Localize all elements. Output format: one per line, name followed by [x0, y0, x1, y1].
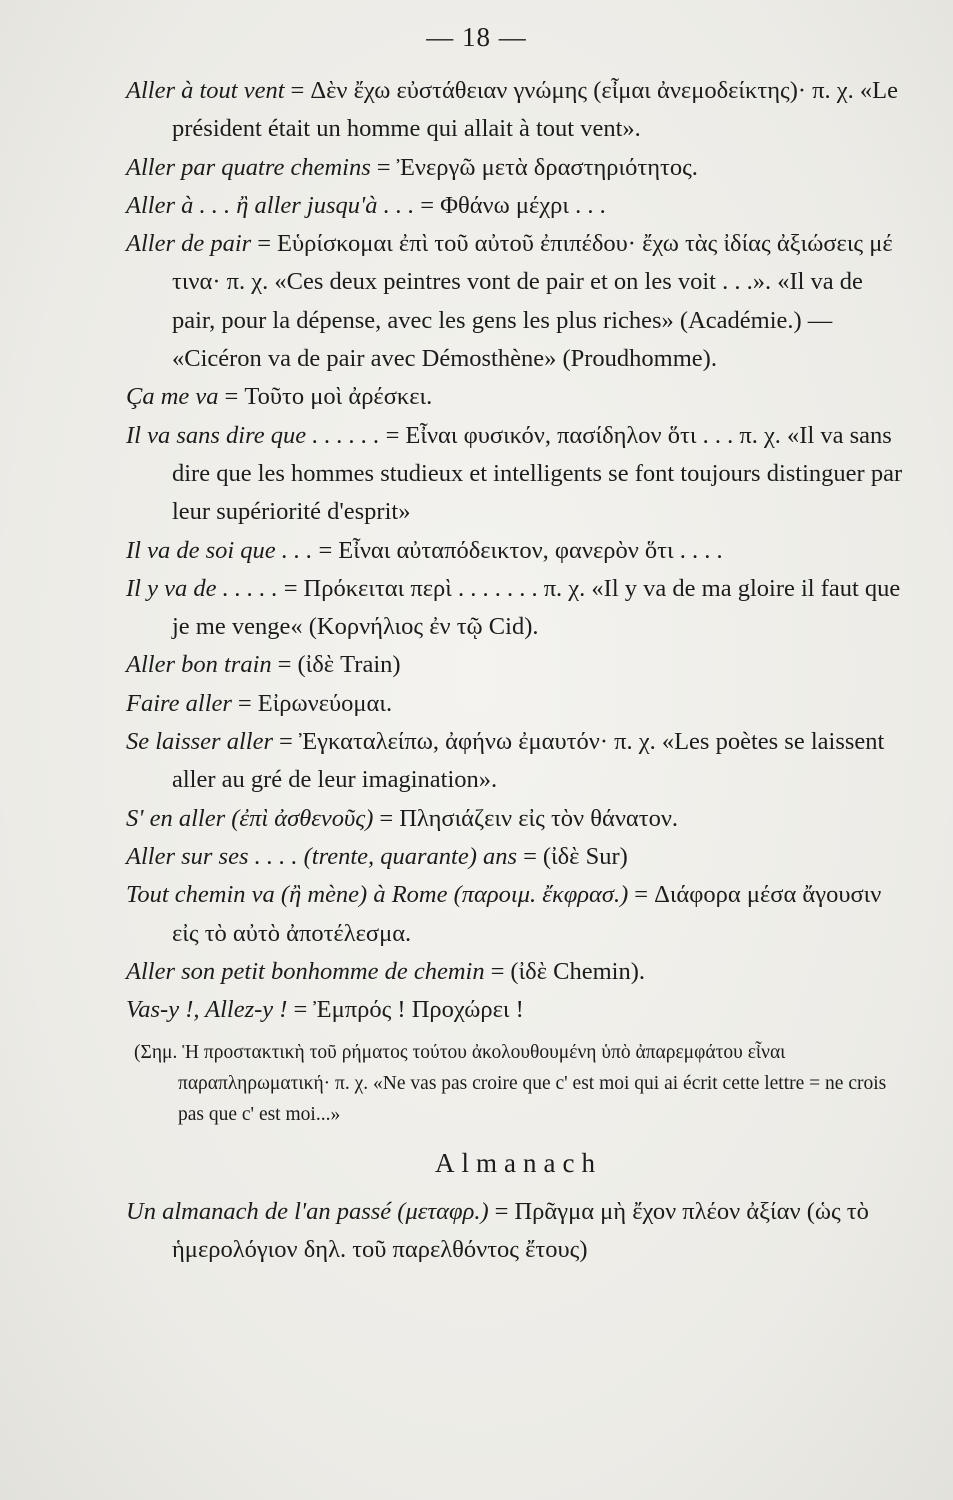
entry-term: Vas-y !, Allez-y ! — [126, 996, 288, 1024]
entry-term: Tout chemin va (ἢ mène) à Rome (παροιμ. ἔκφρασ.) — [126, 881, 629, 909]
entry-term: Aller bon train — [126, 651, 272, 679]
equals-sign: = — [494, 1197, 509, 1225]
page-number: — 18 — — [426, 22, 527, 52]
entry-term: Aller son petit bonhomme de chemin — [126, 957, 485, 985]
equals-sign: = — [385, 421, 400, 449]
equals-sign: = — [523, 842, 537, 870]
entry-definition: Εἶναι αὐταπόδεικτον, φανερὸν ὅτι . . . . — [338, 536, 723, 564]
equals-sign: = — [290, 77, 305, 104]
entry-aller-de-pair — [126, 225, 911, 378]
entry-term: Ça me va — [126, 383, 219, 411]
section-heading-almanach: Almanach — [435, 1148, 602, 1179]
entry-faire-aller — [126, 685, 911, 723]
entry-term: Aller sur ses . . . . (trente, quarante) ans — [126, 842, 518, 870]
entry-aller-bon-train — [126, 646, 911, 684]
equals-sign: = — [237, 689, 252, 717]
entry-aller-son-petit-bonhomme — [126, 953, 911, 991]
entry-term: Se laisser aller — [126, 728, 273, 756]
entry-aller-a — [126, 187, 911, 225]
entry-definition: Διάφορα μέσα ἄγουσιν εἰς τὸ αὐτὸ ἀποτέλεσμα. — [172, 881, 882, 947]
entry-s-en-aller — [126, 800, 911, 838]
entry-definition: Ἐγκαταλείπω, ἀφήνω ἐμαυτόν· π. χ. «Les poètes se laissent aller au gré de leur imagination». — [172, 728, 885, 794]
entry-il-va-de-soi — [126, 532, 911, 570]
entry-definition: Πλησιάζειν εἰς τὸν θάνατον. — [399, 804, 679, 832]
equals-sign: = — [490, 957, 505, 985]
entry-term: Aller de pair — [126, 230, 252, 258]
entry-definition: Φθάνω μέχρι . . . — [440, 191, 606, 219]
dictionary-body — [126, 72, 911, 1269]
entry-term: Aller à . . . ἢ aller jusqu'à . . . — [126, 191, 415, 219]
equals-sign: = — [634, 881, 649, 909]
entry-aller-a-tout-vent — [126, 72, 911, 149]
equals-sign: = — [420, 191, 435, 219]
equals-sign: = — [224, 383, 239, 411]
entry-definition: Τοῦτο μοὶ ἀρέσκει. — [244, 383, 433, 411]
entry-ca-me-va — [126, 378, 911, 416]
equals-sign: = — [279, 728, 293, 756]
equals-sign: = — [376, 153, 391, 181]
entry-definition: (ἰδὲ Train) — [297, 651, 401, 679]
entry-definition: Πρόκειται περὶ . . . . . . . π. χ. «Il y va de ma gloire il faut que je me venge« (Κορνήλιος ἐν τῷ Cid). — [172, 574, 901, 641]
grammar-note: (Σημ. Ἡ προστακτικὴ τοῦ ρήματος τούτου ἀκολουθουμένη ὑπὸ ἀπαρεμφάτου εἶναι παραπληρωματική· π. χ. «Ne vas pas croire que c' est moi qui ai écrit cette lettre = ne crois pas que c' est moi...» — [134, 1042, 887, 1126]
entry-il-y-va-de — [126, 570, 911, 647]
entry-definition: Ἐνεργῶ μετὰ δραστηριότητος. — [396, 153, 698, 181]
entry-term: Aller par quatre chemins — [126, 153, 371, 181]
equals-sign: = — [277, 651, 292, 679]
equals-sign: = — [379, 804, 394, 832]
equals-sign: = — [318, 536, 333, 564]
entry-term: Il va sans dire que . . . . . . — [126, 421, 380, 449]
entry-term: Il y va de . . . . . — [126, 574, 278, 602]
entry-definition: Πρᾶγμα μὴ ἔχον πλέον ἀξίαν (ὡς τὸ ἡμερολόγιον δηλ. τοῦ παρελθόντος ἔτους) — [172, 1197, 869, 1264]
entry-aller-sur-ses — [126, 838, 911, 876]
entry-term: Un almanach de l'an passé (μεταφρ.) — [126, 1197, 489, 1225]
entry-definition: Εὑρίσκομαι ἐπὶ τοῦ αὐτοῦ ἐπιπέδου· ἔχω τὰς ἰδίας ἀξιώσεις μέ τινα· π. χ. «Ces deux peintres vont de pair et on les voit . . .». «Il va de pair, pour la dépense, avec les gens les plus riches» (Académie.) — «Cicéron va de pair avec Démosthène» (Proudhomme). — [172, 230, 893, 373]
entry-tout-chemin-va — [126, 876, 911, 953]
entry-term: Aller à tout vent — [126, 77, 285, 104]
entry-definition: (ἰδὲ Sur) — [542, 842, 628, 870]
entry-il-va-sans-dire — [126, 417, 911, 532]
entry-definition: Ἐμπρός ! Προχώρει ! — [313, 996, 524, 1024]
entry-term: Faire aller — [126, 689, 232, 717]
entry-vas-y — [126, 991, 911, 1029]
equals-sign: = — [257, 230, 272, 258]
entry-definition: Εἰρωνεύομαι. — [257, 689, 393, 717]
entry-term: S' en aller (ἐπὶ ἀσθενοῦς) — [126, 804, 374, 832]
entry-aller-par-quatre-chemins — [126, 149, 911, 187]
entry-se-laisser-aller — [126, 723, 911, 800]
equals-sign: = — [293, 996, 308, 1024]
entry-un-almanach — [126, 1193, 911, 1270]
entry-term: Il va de soi que . . . — [126, 536, 313, 564]
entry-definition: Δὲν ἔχω εὐστάθειαν γνώμης (εἶμαι ἀνεμοδείκτης)· π. χ. «Le président était un homme qui allait à tout vent». — [172, 77, 898, 143]
entry-definition: Εἶναι φυσικόν, πασίδηλον ὅτι . . . π. χ. «Il va sans dire que les hommes studieux et intelligents se font toujours distinguer par leur supériorité d'esprit» — [172, 421, 903, 526]
entry-definition: (ἰδὲ Chemin). — [510, 957, 645, 985]
equals-sign: = — [283, 574, 298, 602]
